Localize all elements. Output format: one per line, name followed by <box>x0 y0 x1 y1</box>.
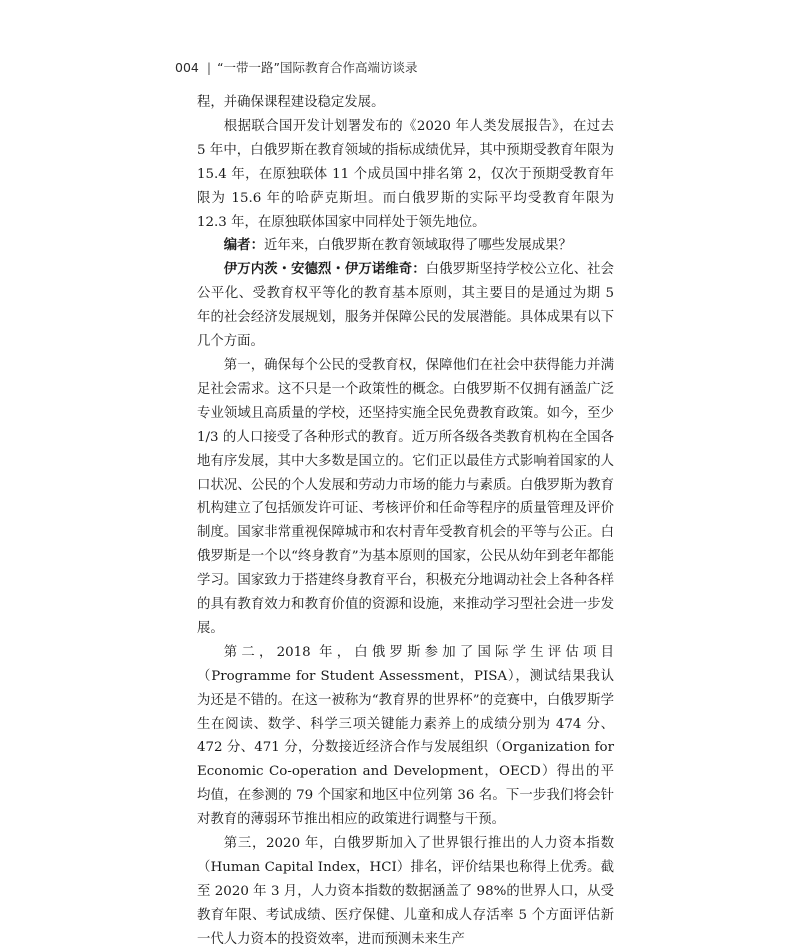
paragraph-text: 第一，确保每个公民的受教育权，保障他们在社会中获得能力并满足社会需求。这不只是一个政策性的概念。白俄罗斯不仅拥有涵盖广泛专业领域且高质量的学校，还坚持实施全民免费教育政策。如今，至少 1/3 的人口接受了各种形式的教育。近万所各级各类教育机构在全国各地有序发展，其中大多数是国立的。它们正以最佳方式影响着国家的人口状况、公民的个人发展和劳动力市场的能力与素质。白俄罗斯为教育机构建立了包括颁发许可证、考核评价和任命等程序的质量管理及评价制度。国家非常重视保障城市和农村青年受教育机会的平等与公正。白俄罗斯是一个以“终身教育”为基本原则的国家，公民从幼年到老年都能学习。国家致力于搭建终身教育平台，积极充分地调动社会上各种各样的具有教育效力和教育价值的资源和设施，来推动学习型社会进一步发展。 <box>197 357 614 636</box>
paragraph-text: 第三，2020 年，白俄罗斯加入了世界银行推出的人力资本指数（Human Capital Index，HCI）排名，评价结果也称得上优秀。截至 2020 年 3 月，人力资本指数的数据涵盖了 98%的世界人口，从受教育年限、考试成绩、医疗保健、儿童和成人存活率 5 个方面评估新一代人力资本的投资效率，进而预测未来生产 <box>197 836 614 947</box>
speaker-label: 伊万内茨・安德烈・伊万诺维奇： <box>223 262 426 278</box>
speaker-label: 编者： <box>223 238 264 254</box>
paragraph <box>197 641 614 832</box>
paragraph <box>197 354 614 641</box>
paragraph-text: 近年来，白俄罗斯在教育领域取得了哪些发展成果？ <box>263 238 572 254</box>
page-number: 004 <box>175 60 199 75</box>
question-paragraph <box>197 234 614 258</box>
answer-paragraph <box>197 258 614 354</box>
paragraph-text: 根据联合国开发计划署发布的《2020 年人类发展报告》，在过去 5 年中，白俄罗斯在教育领域的指标成绩优异，其中预期受教育年限为 15.4 年，在原独联体 11 个成员国中排名第 2，仅次于预期受教育年限为 15.6 年的哈萨克斯坦。而白俄罗斯的实际平均受教育年限为 12.3 年，在原独联体国家中同样处于领先地位。 <box>197 118 614 230</box>
paragraph <box>197 832 614 952</box>
paragraph-text: 白俄罗斯坚持学校公立化、社会公平化、受教育权平等化的教育基本原则，其主要目的是通过为期 5 年的社会经济发展规划，服务并保障公民的发展潜能。具体成果有以下几个方面。 <box>197 262 615 350</box>
paragraph <box>197 91 614 115</box>
running-header <box>175 58 418 76</box>
book-title: “一带一路”国际教育合作高端访谈录 <box>217 60 418 75</box>
paragraph <box>197 115 614 235</box>
paragraph-text: 第二，2018 年，白俄罗斯参加了国际学生评估项目（Programme for Student Assessment，PISA），测试结果我认为还是不错的。在这一被称为“教育界的世界杯”的竞赛中，白俄罗斯学生在阅读、数学、科学三项关键能力素养上的成绩分别为 474 分、472 分、471 分，分数接近经济合作与发展组织（Organization for Economic Co-operation and Development，OECD）得出的平均值，在参测的 79 个国家和地区中位列第 36 名。下一步我们将会针对教育的薄弱环节推出相应的政策进行调整与干预。 <box>197 644 614 828</box>
paragraph-text: 程，并确保课程建设稳定发展。 <box>197 95 385 110</box>
header-separator: | <box>206 60 212 75</box>
body-text <box>197 91 614 952</box>
